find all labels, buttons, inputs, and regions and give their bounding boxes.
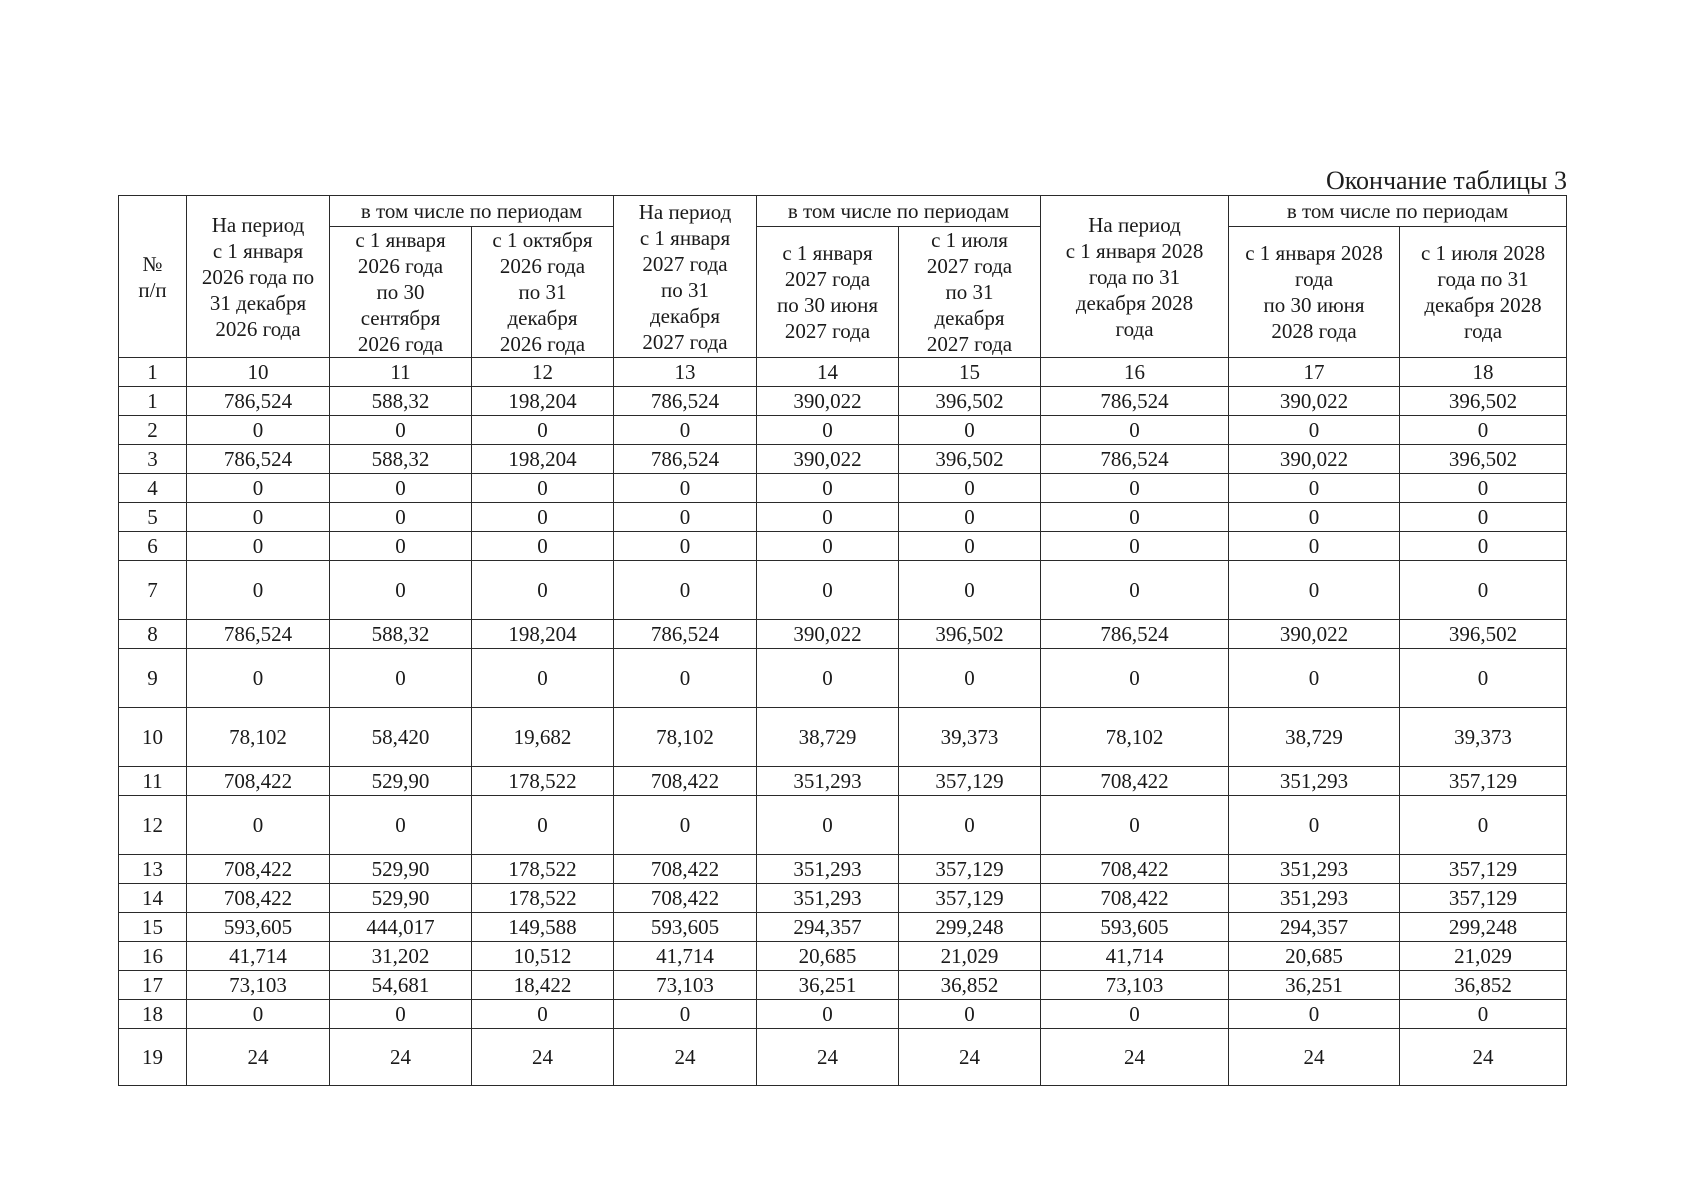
table-cell: 786,524: [614, 620, 757, 649]
table-cell: 21,029: [1400, 942, 1567, 971]
table-cell: 0: [757, 1000, 899, 1029]
table-cell: 593,605: [1041, 913, 1229, 942]
table-cell: 178,522: [472, 767, 614, 796]
table-cell: 351,293: [1229, 767, 1400, 796]
table-row: [119, 445, 1567, 474]
table-cell: 24: [187, 1029, 330, 1086]
table-cell: 708,422: [614, 855, 757, 884]
table-cell: 299,248: [899, 913, 1041, 942]
table-cell: 0: [330, 474, 472, 503]
table-cell: 351,293: [1229, 855, 1400, 884]
table-cell: 0: [1229, 1000, 1400, 1029]
table-cell: 19,682: [472, 708, 614, 767]
table-cell: 38,729: [1229, 708, 1400, 767]
column-number-cell: 17: [1229, 358, 1400, 387]
column-number-cell: 14: [757, 358, 899, 387]
row-number-cell: 17: [119, 971, 187, 1000]
table-cell: 0: [1041, 561, 1229, 620]
table-cell: 593,605: [614, 913, 757, 942]
table-cell: 0: [1400, 416, 1567, 445]
table-cell: 0: [1400, 532, 1567, 561]
column-number-cell: 12: [472, 358, 614, 387]
table-cell: 0: [187, 503, 330, 532]
table-row: [119, 1000, 1567, 1029]
table-cell: 0: [899, 532, 1041, 561]
table-cell: 178,522: [472, 855, 614, 884]
table-cell: 54,681: [330, 971, 472, 1000]
row-number-cell: 19: [119, 1029, 187, 1086]
table-cell: 0: [472, 503, 614, 532]
table-cell: 0: [1229, 416, 1400, 445]
table-cell: 0: [330, 1000, 472, 1029]
table-cell: 708,422: [614, 767, 757, 796]
table-cell: 78,102: [614, 708, 757, 767]
table-cell: 0: [472, 1000, 614, 1029]
table-cell: 351,293: [757, 767, 899, 796]
table-cell: 36,852: [1400, 971, 1567, 1000]
table-cell: 786,524: [1041, 445, 1229, 474]
table-cell: 0: [1229, 532, 1400, 561]
table-cell: 786,524: [187, 620, 330, 649]
table-cell: 39,373: [899, 708, 1041, 767]
table-cell: 0: [614, 561, 757, 620]
table-cell: 708,422: [614, 884, 757, 913]
table-cell: 38,729: [757, 708, 899, 767]
table-cell: 0: [1041, 649, 1229, 708]
table-header: [119, 196, 1567, 387]
row-number-cell: 15: [119, 913, 187, 942]
header-2026-part-2: с 1 октября 2026 года по 31 декабря 2026 года: [472, 227, 614, 358]
table-cell: 0: [1041, 796, 1229, 855]
table-cell: 0: [1400, 649, 1567, 708]
table-cell: 708,422: [187, 855, 330, 884]
table-cell: 24: [472, 1029, 614, 1086]
table-cell: 786,524: [614, 445, 757, 474]
table-cell: 31,202: [330, 942, 472, 971]
table-cell: 390,022: [757, 620, 899, 649]
table-cell: 351,293: [757, 884, 899, 913]
table-cell: 0: [1041, 1000, 1229, 1029]
table-cell: 357,129: [899, 884, 1041, 913]
table-cell: 78,102: [1041, 708, 1229, 767]
table-cell: 198,204: [472, 620, 614, 649]
table-cell: 786,524: [187, 387, 330, 416]
table-cell: 73,103: [614, 971, 757, 1000]
table-cell: 294,357: [1229, 913, 1400, 942]
table-cell: 396,502: [899, 387, 1041, 416]
table-cell: 24: [330, 1029, 472, 1086]
table-cell: 0: [614, 416, 757, 445]
table-cell: 396,502: [1400, 620, 1567, 649]
table-cell: 0: [757, 416, 899, 445]
table-row: [119, 503, 1567, 532]
table-cell: 390,022: [1229, 387, 1400, 416]
row-number-cell: 14: [119, 884, 187, 913]
table-cell: 0: [757, 796, 899, 855]
table-cell: 0: [472, 532, 614, 561]
row-number-cell: 13: [119, 855, 187, 884]
column-number-cell: 16: [1041, 358, 1229, 387]
table-cell: 0: [757, 474, 899, 503]
table-cell: 0: [187, 796, 330, 855]
table-cell: 0: [614, 503, 757, 532]
column-number-cell: 15: [899, 358, 1041, 387]
table-cell: 588,32: [330, 620, 472, 649]
table-cell: 0: [330, 561, 472, 620]
table-cell: 24: [614, 1029, 757, 1086]
row-number-cell: 18: [119, 1000, 187, 1029]
table-cell: 0: [472, 796, 614, 855]
row-number-cell: 12: [119, 796, 187, 855]
table-cell: 0: [187, 649, 330, 708]
table-cell: 58,420: [330, 708, 472, 767]
table-cell: 0: [614, 1000, 757, 1029]
table-cell: 0: [1229, 796, 1400, 855]
header-period-2028: На период с 1 января 2028 года по 31 декабря 2028 года: [1041, 196, 1229, 358]
table-cell: 0: [472, 649, 614, 708]
table-cell: 24: [1229, 1029, 1400, 1086]
table-row: [119, 855, 1567, 884]
table-cell: 588,32: [330, 387, 472, 416]
table-cell: 149,588: [472, 913, 614, 942]
table-cell: 357,129: [1400, 767, 1567, 796]
row-number-cell: 8: [119, 620, 187, 649]
table-cell: 0: [757, 649, 899, 708]
table-row: [119, 649, 1567, 708]
table-cell: 593,605: [187, 913, 330, 942]
table-cell: 786,524: [614, 387, 757, 416]
table-row: [119, 620, 1567, 649]
table-cell: 588,32: [330, 445, 472, 474]
table-row: [119, 387, 1567, 416]
table-row: [119, 561, 1567, 620]
row-number-cell: 16: [119, 942, 187, 971]
table-cell: 357,129: [1400, 855, 1567, 884]
column-number-cell: 1: [119, 358, 187, 387]
table-cell: 351,293: [757, 855, 899, 884]
header-row-number: № п/п: [119, 196, 187, 358]
table-cell: 390,022: [757, 445, 899, 474]
table-cell: 351,293: [1229, 884, 1400, 913]
row-number-cell: 6: [119, 532, 187, 561]
table-row: [119, 767, 1567, 796]
table-cell: 39,373: [1400, 708, 1567, 767]
row-number-cell: 7: [119, 561, 187, 620]
table-cell: 0: [187, 532, 330, 561]
table-cell: 0: [899, 649, 1041, 708]
table-cell: 36,251: [1229, 971, 1400, 1000]
table-cell: 36,251: [757, 971, 899, 1000]
table-cell: 0: [1400, 796, 1567, 855]
table-cell: 708,422: [1041, 884, 1229, 913]
table-cell: 0: [899, 561, 1041, 620]
table-cell: 0: [757, 561, 899, 620]
table-cell: 36,852: [899, 971, 1041, 1000]
row-number-cell: 11: [119, 767, 187, 796]
row-number-cell: 2: [119, 416, 187, 445]
table-cell: 708,422: [1041, 855, 1229, 884]
row-number-cell: 4: [119, 474, 187, 503]
table-cell: 0: [1400, 503, 1567, 532]
table-cell: 21,029: [899, 942, 1041, 971]
column-number-cell: 18: [1400, 358, 1567, 387]
table-cell: 708,422: [187, 767, 330, 796]
table-cell: 396,502: [899, 445, 1041, 474]
table-cell: 357,129: [899, 855, 1041, 884]
row-number-cell: 1: [119, 387, 187, 416]
table-cell: 0: [472, 416, 614, 445]
table-cell: 396,502: [1400, 387, 1567, 416]
table-cell: 0: [472, 474, 614, 503]
table-cell: 0: [1229, 649, 1400, 708]
table-cell: 24: [899, 1029, 1041, 1086]
table-cell: 0: [330, 416, 472, 445]
table-cell: 10,512: [472, 942, 614, 971]
header-group-2028: в том числе по периодам: [1229, 196, 1567, 227]
header-period-2026: На период с 1 января 2026 года по 31 декабря 2026 года: [187, 196, 330, 358]
table-cell: 0: [187, 416, 330, 445]
header-period-2027: На период с 1 января 2027 года по 31 декабря 2027 года: [614, 196, 757, 358]
table-cell: 41,714: [1041, 942, 1229, 971]
column-number-row: [119, 358, 1567, 387]
table-cell: 786,524: [1041, 387, 1229, 416]
table-row: [119, 796, 1567, 855]
row-number-cell: 3: [119, 445, 187, 474]
table-cell: 0: [614, 796, 757, 855]
row-number-cell: 5: [119, 503, 187, 532]
table-row: [119, 971, 1567, 1000]
table-cell: 198,204: [472, 445, 614, 474]
table-cell: 73,103: [1041, 971, 1229, 1000]
table-cell: 390,022: [757, 387, 899, 416]
table-cell: 0: [1400, 474, 1567, 503]
table-cell: 178,522: [472, 884, 614, 913]
table-cell: 444,017: [330, 913, 472, 942]
table-cell: 0: [899, 416, 1041, 445]
header-group-2027: в том числе по периодам: [757, 196, 1041, 227]
table-cell: 0: [757, 503, 899, 532]
table-row: [119, 708, 1567, 767]
table-cell: 390,022: [1229, 445, 1400, 474]
table-cell: 529,90: [330, 884, 472, 913]
table-cell: 78,102: [187, 708, 330, 767]
table-row: [119, 416, 1567, 445]
table-cell: 198,204: [472, 387, 614, 416]
table-cell: 0: [757, 532, 899, 561]
row-number-cell: 9: [119, 649, 187, 708]
table-cell: 396,502: [899, 620, 1041, 649]
table-cell: 0: [330, 532, 472, 561]
table-cell: 396,502: [1400, 445, 1567, 474]
table-row: [119, 1029, 1567, 1086]
table-caption: Окончание таблицы 3: [1325, 166, 1567, 195]
table-cell: 0: [899, 503, 1041, 532]
table-cell: 0: [614, 649, 757, 708]
header-2028-part-2: с 1 июля 2028 года по 31 декабря 2028 года: [1400, 227, 1567, 358]
header-2026-part-1: с 1 января 2026 года по 30 сентября 2026 года: [330, 227, 472, 358]
table-cell: 0: [1229, 561, 1400, 620]
table-cell: 0: [1041, 474, 1229, 503]
data-table: [118, 195, 1567, 1086]
table-cell: 0: [187, 1000, 330, 1029]
table-cell: 20,685: [757, 942, 899, 971]
table-row: [119, 884, 1567, 913]
table-cell: 357,129: [899, 767, 1041, 796]
table-cell: 708,422: [1041, 767, 1229, 796]
table-cell: 294,357: [757, 913, 899, 942]
table-row: [119, 474, 1567, 503]
table-cell: 41,714: [187, 942, 330, 971]
table-body: [119, 387, 1567, 1086]
table-cell: 786,524: [1041, 620, 1229, 649]
table-cell: 0: [614, 532, 757, 561]
row-number-cell: 10: [119, 708, 187, 767]
table-cell: 24: [1400, 1029, 1567, 1086]
column-number-cell: 10: [187, 358, 330, 387]
table-cell: 0: [614, 474, 757, 503]
table-cell: 0: [187, 474, 330, 503]
table-row: [119, 942, 1567, 971]
table-cell: 708,422: [187, 884, 330, 913]
table-cell: 0: [472, 561, 614, 620]
table-cell: 357,129: [1400, 884, 1567, 913]
header-2027-part-2: с 1 июля 2027 года по 31 декабря 2027 года: [899, 227, 1041, 358]
table-row: [119, 913, 1567, 942]
table-cell: 0: [899, 474, 1041, 503]
table-cell: 0: [330, 796, 472, 855]
table-cell: 529,90: [330, 855, 472, 884]
table-cell: 41,714: [614, 942, 757, 971]
table-cell: 18,422: [472, 971, 614, 1000]
header-2027-part-1: с 1 января 2027 года по 30 июня 2027 года: [757, 227, 899, 358]
table-cell: 0: [899, 1000, 1041, 1029]
table-cell: 24: [757, 1029, 899, 1086]
table-cell: 20,685: [1229, 942, 1400, 971]
table-cell: 0: [187, 561, 330, 620]
table-cell: 0: [1400, 1000, 1567, 1029]
table-cell: 390,022: [1229, 620, 1400, 649]
column-number-cell: 11: [330, 358, 472, 387]
header-group-2026: в том числе по периодам: [330, 196, 614, 227]
table-cell: 0: [330, 503, 472, 532]
table-cell: 0: [1229, 503, 1400, 532]
table-cell: 0: [330, 649, 472, 708]
table-cell: 24: [1041, 1029, 1229, 1086]
table-cell: 786,524: [187, 445, 330, 474]
table-cell: 299,248: [1400, 913, 1567, 942]
table-cell: 0: [1229, 474, 1400, 503]
table-row: [119, 532, 1567, 561]
table-cell: 0: [1400, 561, 1567, 620]
table-cell: 0: [1041, 532, 1229, 561]
column-number-cell: 13: [614, 358, 757, 387]
table-cell: 73,103: [187, 971, 330, 1000]
table-cell: 0: [899, 796, 1041, 855]
header-2028-part-1: с 1 января 2028 года по 30 июня 2028 года: [1229, 227, 1400, 358]
table-cell: 0: [1041, 416, 1229, 445]
table-cell: 529,90: [330, 767, 472, 796]
table-cell: 0: [1041, 503, 1229, 532]
